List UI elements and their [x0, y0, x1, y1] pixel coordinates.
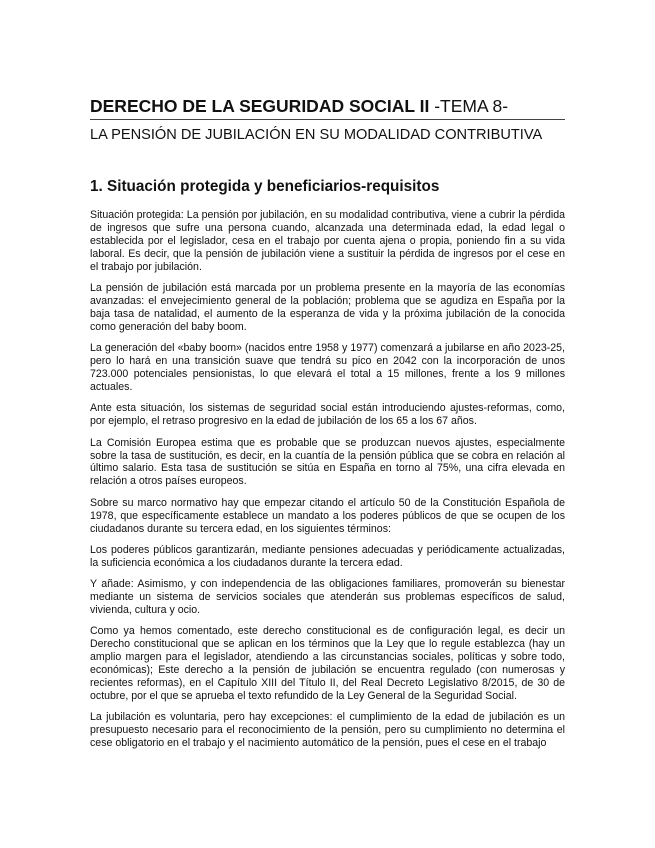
title-divider: [90, 119, 565, 120]
paragraph: Como ya hemos comentado, este derecho constitucional es de configuración legal, es decir un Derecho constitucional que se aplican en los términos que la Ley que lo regule establezca (hay un amplio margen para el legislador, atendiendo a las circunstancias sociales, políticas y sobre todo, económicas); Este derecho a la pensión de jubilación se encuentra regulado (con numerosas y recientes reformas), en el Capítulo XIII del Título II, del Real Decreto Legislativo 8/2015, de 30 de octubre, por el que se aprueba el texto refundido de la Ley General de la Seguridad Social.: [90, 625, 565, 702]
document-title: [90, 96, 570, 116]
paragraph: Y añade: Asimismo, y con independencia de las obligaciones familiares, promoverán su bienestar mediante un sistema de servicios sociales que atenderán sus problemas específicos de salud, vivienda, cultura y ocio.: [90, 578, 565, 617]
paragraph: Los poderes públicos garantizarán, mediante pensiones adecuadas y periódicamente actualizadas, la suficiencia económica a los ciudadanos durante la tercera edad.: [90, 543, 565, 569]
paragraph: Situación protegida: La pensión por jubilación, en su modalidad contributiva, viene a cubrir la pérdida de ingresos que sufre una persona cuando, alcanzada una determinada edad, la edad legal o establecida por el legislador, cesa en el trabajo por cuenta ajena o propia, poniendo fin a su vida laboral. Es decir, que la pensión de jubilación viene a sustituir la pérdida de ingresos por el cese en el trabajo por jubilación.: [90, 209, 565, 273]
document-title-tema: -TEMA 8-: [429, 96, 509, 116]
paragraph: La Comisión Europea estima que es probable que se produzcan nuevos ajustes, especialmente sobre la tasa de sustitución, es decir, en la cuantía de la pensión pública que se cobra en relación al último salario. Esta tasa de sustitución se sitúa en España en torno al 75%, una cifra elevada en relación a otros países europeos.: [90, 436, 565, 488]
paragraph: Ante esta situación, los sistemas de seguridad social están introduciendo ajustes-reformas, como, por ejemplo, el retraso progresivo en la edad de jubilación de los 65 a los 67 años.: [90, 402, 565, 428]
document-title-main: DERECHO DE LA SEGURIDAD SOCIAL II: [90, 96, 430, 116]
paragraph: La jubilación es voluntaria, pero hay excepciones: el cumplimiento de la edad de jubilación es un presupuesto necesario para el reconocimiento de la pensión, pero su cumplimiento no determina el cese obligatorio en el trabajo y el nacimiento automático de la pensión, pues el cese en el trabajo: [90, 711, 565, 750]
section-heading: 1. Situación protegida y beneficiarios-requisitos: [90, 178, 440, 195]
paragraph: Sobre su marco normativo hay que empezar citando el artículo 50 de la Constitución Española de 1978, que específicamente establece un mandato a los poderes públicos de que se ocupen de los ciudadanos durante su tercera edad, en los siguientes términos:: [90, 496, 565, 535]
document-body: [90, 209, 565, 759]
document-subtitle: LA PENSIÓN DE JUBILACIÓN EN SU MODALIDAD CONTRIBUTIVA: [90, 127, 543, 143]
paragraph: La pensión de jubilación está marcada por un problema presente en la mayoría de las economías avanzadas: el envejecimiento general de la población; problema que se agudiza en España por la baja tasa de natalidad, el aumento de la esperanza de vida y la próxima jubilación de la conocida como generación del baby boom.: [90, 282, 565, 333]
paragraph: La generación del «baby boom» (nacidos entre 1958 y 1977) comenzará a jubilarse en año 2023-25, pero lo hará en una transición suave que tendrá su pico en 2042 con la incorporación de unos 723.000 potenciales pensionistas, lo que elevará el total a 15 millones, frente a los 9 millones actuales.: [90, 342, 565, 393]
